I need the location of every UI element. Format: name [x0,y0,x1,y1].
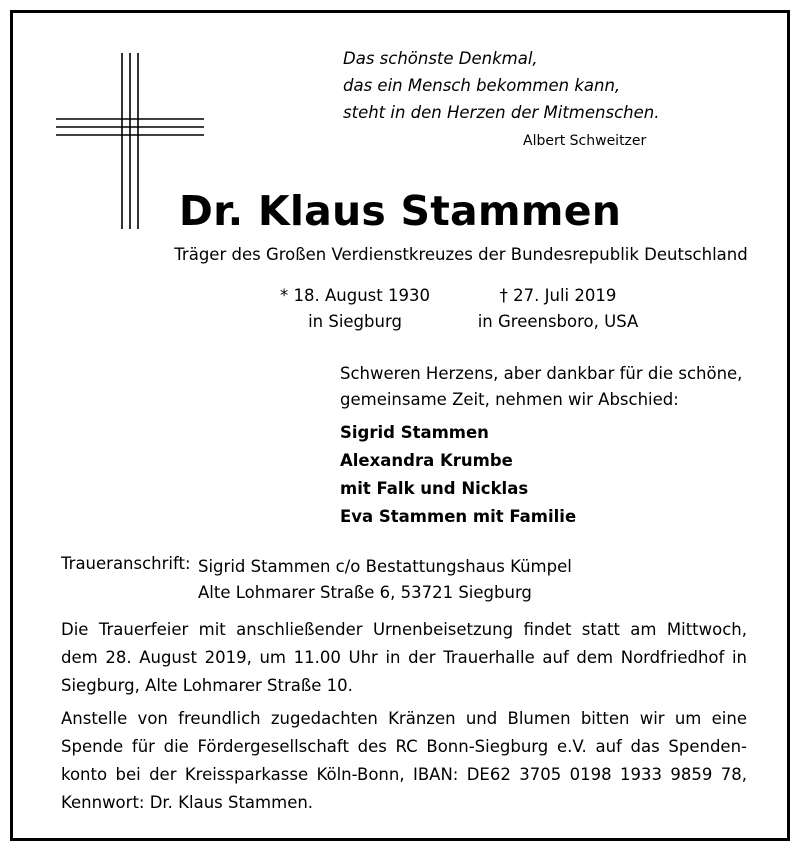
quote [343,45,659,126]
quote-author: Albert Schweitzer [523,133,647,149]
deceased-name: Dr. Klaus Stammen [178,187,622,235]
address [198,554,572,606]
donation-line: Kennwort: Dr. Klaus Stammen. [61,793,314,812]
mourners-list [340,419,576,531]
birth-info [275,283,435,335]
address-line: Alte Lohmarer Straße 6, 53721 Siegburg [198,583,532,602]
death-place: in Greensboro, USA [477,312,639,331]
mourner: Alexandra Krumbe [340,451,513,470]
quote-line: das ein Mensch bekommen kann, [343,76,621,95]
donation-paragraph [61,705,747,817]
quote-line: Das schönste Denkmal, [343,49,538,68]
donation-line: Anstelle von freundlich zugedachten Kränzen und Blumen bitten wir um eine [61,709,747,728]
address-line: Sigrid Stammen c/o Bestattungshaus Kümpel [198,557,572,576]
birth-date: * 18. August 1930 [280,286,430,305]
ceremony-paragraph [61,616,747,700]
obituary-notice [10,10,790,841]
farewell-line: Schweren Herzens, aber dankbar für die schöne, [340,364,743,383]
mourner: Eva Stammen mit Familie [340,507,577,526]
mourner: mit Falk und Nicklas [340,479,529,498]
farewell-line: gemeinsame Zeit, nehmen wir Abschied: [340,390,679,409]
farewell-text [340,361,742,413]
death-date: † 27. Juli 2019 [499,286,617,305]
quote-line: steht in den Herzen der Mitmenschen. [343,103,660,122]
donation-line: konto bei der Kreissparkasse Köln-Bonn, IBAN: DE62 3705 0198 1933 9859 78, [61,765,747,784]
death-info [473,283,643,335]
ceremony-line: Die Trauerfeier mit anschließender Urnenbeisetzung findet statt am Mittwoch, [61,620,747,639]
address-label: Traueranschrift: [61,554,191,573]
birth-place: in Siegburg [308,312,402,331]
ceremony-line: Siegburg, Alte Lohmarer Straße 10. [61,676,353,695]
deceased-honor: Träger des Großen Verdienstkreuzes der Bundesrepublik Deutschland [174,245,748,264]
donation-line: Spende für die Fördergesellschaft des RC Bonn-Siegburg e.V. auf das Spenden- [61,737,747,756]
mourner: Sigrid Stammen [340,423,489,442]
ceremony-line: dem 28. August 2019, um 11.00 Uhr in der Trauerhalle auf dem Nordfriedhof in [61,648,747,667]
